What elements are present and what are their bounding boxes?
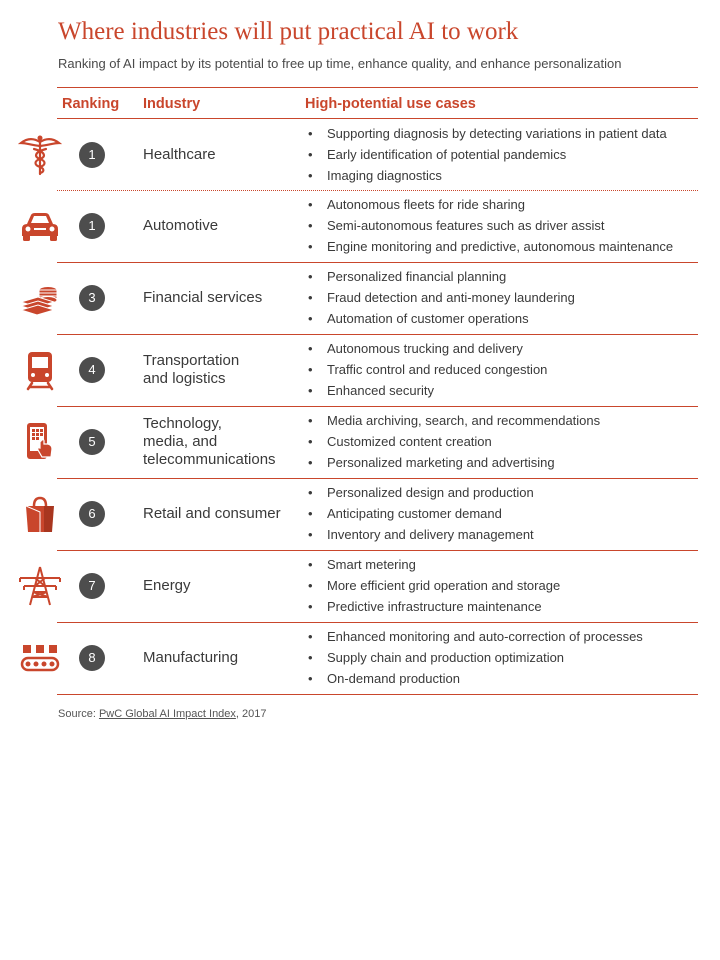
use-case-item: • Media archiving, search, and recommendations — [305, 410, 600, 431]
industry-name: Transportation and logistics — [143, 352, 240, 387]
use-case-list — [305, 338, 547, 401]
use-case-item: • On-demand production — [305, 668, 643, 689]
table-row — [0, 119, 720, 191]
use-case-item: • Supply chain and production optimization — [305, 647, 643, 668]
train-icon — [18, 348, 62, 392]
use-case-item: • Anticipating customer demand — [305, 503, 534, 524]
use-case-item: • Personalized financial planning — [305, 266, 575, 287]
column-header-ranking: Ranking — [62, 96, 120, 112]
rank-badge: 1 — [79, 213, 105, 239]
source-link[interactable]: PwC Global AI Impact Index — [98, 708, 236, 720]
use-case-item: • Early identification of potential pandemics — [305, 144, 667, 165]
use-case-list — [305, 123, 667, 186]
row-divider — [57, 694, 698, 695]
use-case-list — [305, 266, 575, 329]
column-header-industry: Industry — [143, 96, 201, 112]
table-row — [0, 622, 720, 694]
source-suffix: , 2017 — [235, 708, 267, 720]
industry-name: Technology, media, and telecommunications — [143, 415, 276, 468]
rank-badge: 7 — [79, 573, 105, 599]
use-case-item: • Traffic control and reduced congestion — [305, 359, 547, 380]
use-case-item: • Autonomous fleets for ride sharing — [305, 194, 673, 215]
use-case-item: • Enhanced monitoring and auto-correction of processes — [305, 626, 643, 647]
conveyor-belt-icon — [18, 636, 62, 680]
rank-badge: 3 — [79, 285, 105, 311]
header-top-rule — [57, 87, 698, 88]
use-case-item: • Imaging diagnostics — [305, 165, 667, 186]
rank-badge: 6 — [79, 501, 105, 527]
table-row — [0, 334, 720, 406]
use-case-list — [305, 410, 600, 473]
table-row — [0, 406, 720, 478]
use-case-item: • Smart metering — [305, 554, 560, 575]
industry-name: Manufacturing — [143, 649, 239, 666]
coins-stack-icon — [18, 276, 62, 320]
use-case-list — [305, 482, 534, 545]
use-case-item: • Engine monitoring and predictive, autonomous maintenance — [305, 236, 673, 257]
use-case-item: • Personalized design and production — [305, 482, 534, 503]
use-case-item: • Predictive infrastructure maintenance — [305, 596, 560, 617]
source-note — [58, 708, 267, 720]
table-row — [0, 550, 720, 622]
industry-name: Automotive — [143, 217, 219, 234]
use-case-list — [305, 554, 560, 617]
source-prefix: Source: — [58, 708, 99, 720]
table-row — [0, 262, 720, 334]
industry-name: Retail and consumer — [143, 505, 281, 522]
page-subtitle: Ranking of AI impact by its potential to free up time, enhance quality, and enhance personalization — [58, 56, 622, 71]
use-case-list — [305, 626, 643, 689]
caduceus-icon — [18, 133, 62, 177]
car-icon — [18, 204, 62, 248]
use-case-item: • More efficient grid operation and storage — [305, 575, 560, 596]
table-row — [0, 478, 720, 550]
mobile-phone-icon — [18, 420, 62, 464]
use-case-item: • Supporting diagnosis by detecting variations in patient data — [305, 123, 667, 144]
industry-name: Healthcare — [143, 146, 216, 163]
industry-name: Financial services — [143, 289, 263, 306]
column-header-use-cases: High-potential use cases — [305, 96, 476, 112]
use-case-item: • Automation of customer operations — [305, 308, 575, 329]
use-case-list — [305, 194, 673, 257]
use-case-item: • Inventory and delivery management — [305, 524, 534, 545]
power-tower-icon — [18, 564, 62, 608]
shopping-bag-icon — [18, 492, 62, 536]
table-row — [0, 190, 720, 262]
use-case-item: • Enhanced security — [305, 380, 547, 401]
rank-badge: 5 — [79, 429, 105, 455]
use-case-item: • Personalized marketing and advertising — [305, 452, 600, 473]
industry-name: Energy — [143, 577, 191, 594]
page-title: Where industries will put practical AI to work — [58, 18, 519, 45]
use-case-item: • Autonomous trucking and delivery — [305, 338, 547, 359]
rank-badge: 8 — [79, 645, 105, 671]
use-case-item: • Customized content creation — [305, 431, 600, 452]
use-case-item: • Fraud detection and anti-money laundering — [305, 287, 575, 308]
rank-badge: 4 — [79, 357, 105, 383]
use-case-item: • Semi-autonomous features such as driver assist — [305, 215, 673, 236]
rank-badge: 1 — [79, 142, 105, 168]
